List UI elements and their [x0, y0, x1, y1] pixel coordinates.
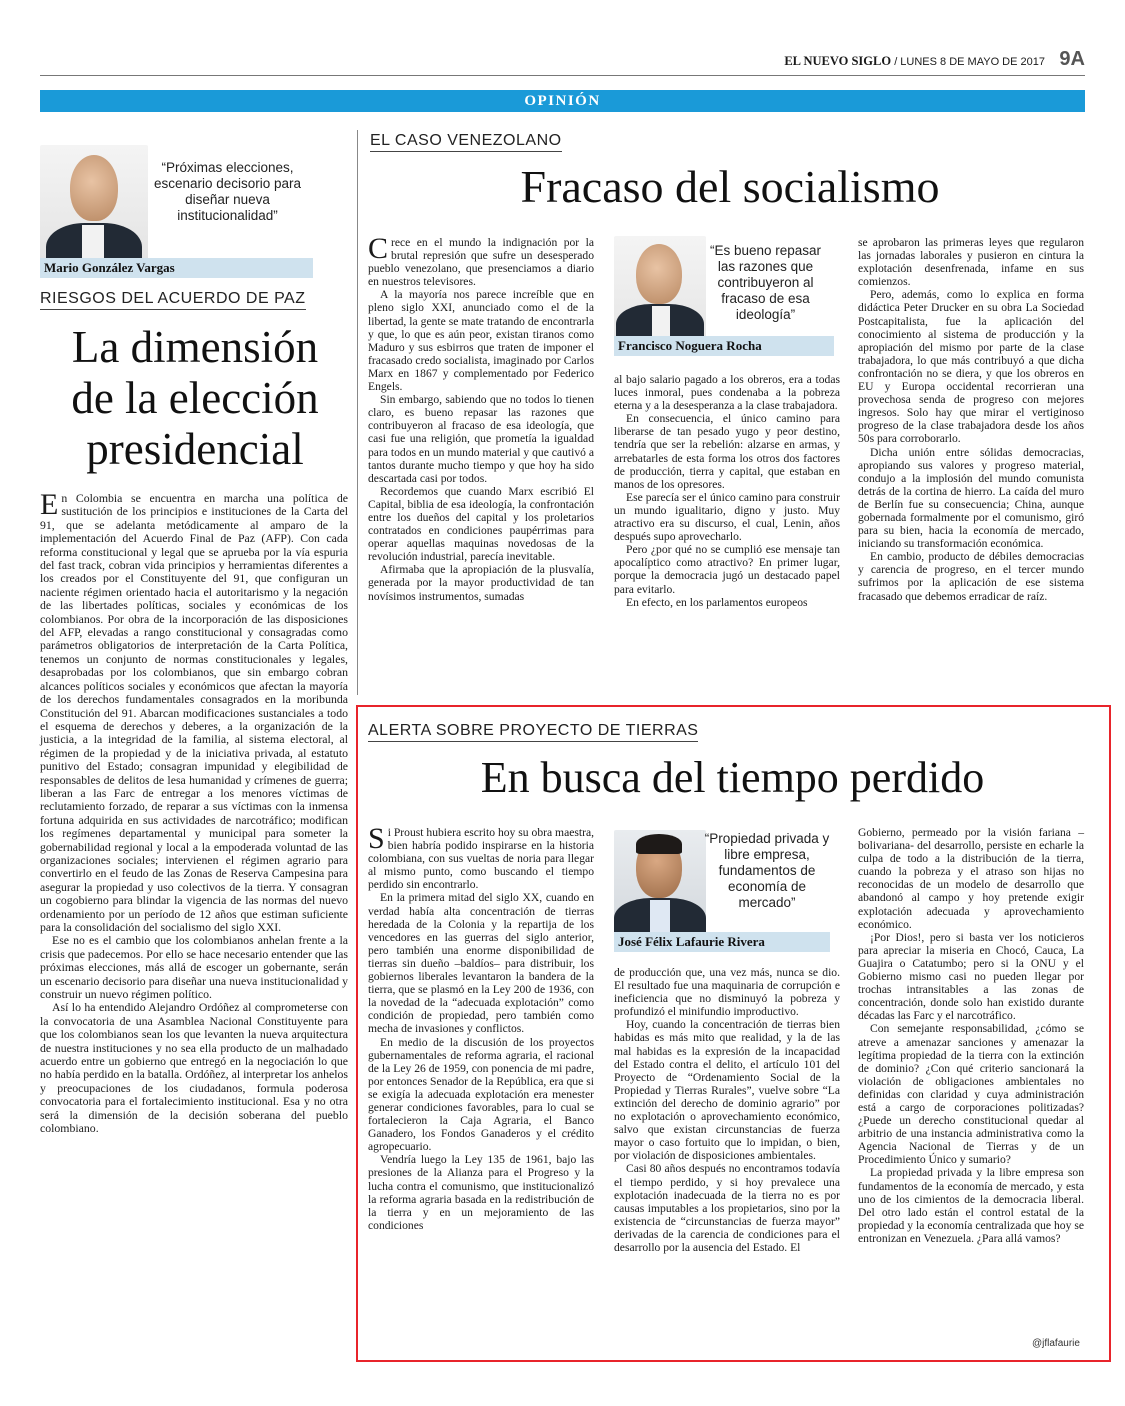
article-bottom-col-1 — [368, 822, 594, 1232]
article-top-paragraph: Pero, además, como lo explica en forma didáctica Peter Drucker en su obra La Sociedad Postcapitalista, fue la aplicación del conocimiento al sistema de producción y la apropiación del mismo por parte de la clase trabajadora, lo que más contribuyó a que dicha confrontación no se diera, y que los obreros en EU y Europa occidental recorrieran una provechosa senda de progreso con mejores ingresos. Solo hay que mirar el vertiginoso progreso de la clase trabajadora desde los años 50s para corroborarlo. — [858, 288, 1084, 446]
author-photo-gonzalez — [40, 145, 148, 260]
article-top-paragraph: Dicha unión entre sólidas democracias, apropiando sus valores y progreso material, condujo a la implosión del mundo comunista detrás de la cortina de hierro. La caída del muro de Berlín fue su consecuencia; China, aunque gobernada formalmente por el comunismo, giró para su bien, hacia la economía de mercado, iniciando su transformación económica. — [858, 445, 1084, 551]
article-left-paragraph: Ese no es el cambio que los colombianos anhelan frente a la crisis que padecemos. Por ello se hace necesario entender que las próximas elecciones, más allá de escoger un gobernante, serán un escenario decisorio para diseñar una nueva institucionalidad y construir un nuevo régimen político. — [40, 933, 348, 1002]
dropcap-bottom: S — [368, 822, 385, 855]
pull-quote-bottom: “Propiedad privada y libre empresa, fundamentos de economía de mercado” — [704, 831, 830, 910]
headline-left — [40, 322, 350, 475]
article-top-col-3 — [858, 236, 1084, 603]
column-divider — [357, 130, 358, 695]
author-photo-noguera — [614, 236, 706, 338]
article-bottom-paragraph: Casi 80 años después no encontramos todavía el tiempo perdido, y si hoy prevalece una explotación inadecuada de la tierra no es por causas imputables a los propietarios, sino por la existencia de “circunstancias de fuerza mayor” derivadas de la carencia de condiciones para el desarrollo por la ausencia del Estado. El — [614, 1162, 840, 1254]
article-top-paragraph: Afirmaba que la apropiación de la plusvalía, generada por la mayor productividad de tan novísimos instrumentos, sumadas — [368, 563, 594, 603]
author-photo-lafaurie — [614, 830, 706, 935]
article-top-paragraph: al bajo salario pagado a los obreros, era a todas luces inmoral, pues condenaba a la pobreza eterna y a la desesperanza a la clase trabajadora. — [614, 373, 840, 413]
kicker-left — [40, 290, 306, 310]
article-top-paragraph: En cambio, producto de débiles democracias y carencia de progreso, en el tercer mundo sufrimos por la aplicación de ese sistema fracasado que debemos erradicar de raíz. — [858, 550, 1084, 603]
dropcap-top: C — [368, 232, 389, 265]
article-bottom-paragraph: En la primera mitad del siglo XX, cuando en verdad había alta concentración de tierras heredada de la Colonia y la repartija de los vencedores en las guerras del siglo anterior, pero también una enorme disponibilidad de tierras sin dueño –baldíos– para distribuir, los gobiernos liberales levantaron la bandera de la tierra, que se plasmó en la Ley 200 de 1936, con la novedad de la “adecuada explotación” como condición de propiedad, pero también como mecha de invasiones y conflictos. — [368, 891, 594, 1036]
byline-left: Mario González Vargas — [40, 258, 313, 278]
article-top-paragraph: En consecuencia, el único camino para liberarse de tan pesado yugo y peor destino, tendría que ser la rebelión: alzarse en armas, y arrebatarles de esta forma los otros dos factores de producción, tierra y capital, que estaban en manos de los opresores. — [614, 412, 840, 491]
kicker-bottom-text: ALERTA SOBRE PROYECTO DE TIERRAS — [368, 722, 698, 742]
headline-left-line-1: La dimensión — [71, 322, 319, 372]
newspaper-name: EL NUEVO SIGLO — [784, 54, 892, 68]
kicker-bottom — [368, 722, 698, 742]
article-bottom-col-3 — [858, 826, 1084, 1245]
article-bottom-paragraph: ¡Por Dios!, pero si basta ver los noticieros para apreciar la miseria en Chocó, Cauca, La Guajira o Catatumbo; pero si la ONU y el Gobierno mismo casi no pueden llegar por trochas intransitables a las zonas de concentración, donde solo han existido durante décadas las Farc y el narcotráfico. — [858, 930, 1084, 1023]
kicker-top-text: EL CASO VENEZOLANO — [370, 132, 562, 152]
article-top-paragraph: Pero ¿por qué no se cumplió ese mensaje tan apocalíptico como atractivo? En primer lugar, porque la democracia jugó un destacado papel para evitarlo. — [614, 543, 840, 596]
masthead-info — [784, 54, 1045, 69]
article-bottom-paragraph: de producción que, una vez más, nunca se dio. El resultado fue una maquinaria de corrupción e ineficiencia que no disminuyó la pobreza y profundizó el minifundio improductivo. — [614, 966, 840, 1019]
byline-top: Francisco Noguera Rocha — [614, 336, 834, 356]
article-left-paragraph: En Colombia se encuentra en marcha una política de sustitución de los principios e instituciones de la Carta del 91, que se adelanta metódicamente al amparo de la implementación del Acuerdo Final de Paz (AFP). Con cada reforma constitucional y legal que se aprueba por la vía espuria del fast track, cobran vida principios y herramientas diferentes a los creados por el Constituyente del 91, que configuran un naciente régimen orientado hacia el autoritarismo y la negación de las libertades políticas, sociales y económicas de los colombianos. Por obra de la incorporación de las disposiciones del AFP, elevadas a rango constitucional y consagradas como parámetros obligatorios de interpretación de la Carta Política, tenemos un conjunto de normas constitucionales y legales, desaprobadas por los colombianos, que sin embargo cobran alcances políticos sociales y económicos que afectan la mayoría de los derechos fundamentales consagrados en la moribunda Constitución del 91. Abarcan modificaciones sustanciales a todo el esquema de derechos y deberes, a la organización de la justicia, a la integridad de la familia, al sistema electoral, al régimen de la propiedad y de la iniciativa privada, al estatuto punitivo del Estado; consagran impunidad y elegibilidad de responsables de delitos de lesa humanidad y crímenes de guerra; liberan a las Farc de entregar a los menores víctimas de reclutamiento forzado, de reparar a sus víctimas con la inmensa fortuna adquirida en sus actividades de narcotráfico; modifican los regímenes departamental y municipal para someter la gobernabilidad regional y local a la empoderada voluntad de las organizaciones sociales; intervienen el régimen agrario para convertirlo en el feudo de las Zonas de Reserva Campesina para asegurar la propiedad y uso colectivos de la tierra. Y consagran un cogobierno para blindar la vigencia de las normas del nuevo ordenamiento por un período de 12 años que estiman suficiente para la consolidación del socialismo del siglo XXI. — [40, 488, 348, 934]
issue-date: / LUNES 8 DE MAYO DE 2017 — [894, 56, 1045, 68]
article-top-paragraph: Ese parecía ser el único camino para construir un mundo igualitario, digno y justo. Muy atractivo era su discurso, el cual, Lenin, años después supo aprovecharlo. — [614, 490, 840, 544]
byline-bottom: José Félix Lafaurie Rivera — [614, 932, 830, 952]
article-top-col-1 — [368, 232, 594, 603]
article-bottom-paragraph: Con semejante responsabilidad, ¿cómo se atreve a amenazar sanciones y amenazar la legítima propiedad de la tierra con la extinción de dominio? ¿Con qué criterio sancionará la violación de obligaciones ambientales no definidas con claridad y cuya administración está a cargo de corporaciones politizadas? ¿Puede un derecho constitucional quedar al arbitrio de una instancia administrativa como la Agencia Nacional de Tierras y de un Procedimiento Único y sumario? — [858, 1022, 1084, 1167]
article-bottom-paragraph: En medio de la discusión de los proyectos gubernamentales de reforma agraria, el racional de la Ley 26 de 1959, con ponencia de mi padre, por entonces Senador de la República, era que si se exigía la adecuada explotación era menester generar condiciones favorables, para lo cual se fortalecieron la Caja Agraria, el Banco Ganadero, los Fondos Ganaderos y el crédito agropecuario. — [368, 1035, 594, 1154]
masthead — [40, 48, 1085, 76]
pull-quote-top: “Es bueno repasar las razones que contribuyeron al fracaso de esa ideología” — [709, 243, 822, 322]
article-top-paragraph: Sin embargo, sabiendo que no todos lo tienen claro, es bueno repasar las razones que contribuyeron al fracaso de esa ideología, que casi fue una religión, que prometía la igualdad para todos en un mundo material y que cautivó a tantos durante mucho tiempo y que hoy ha sido descartada casi por todos. — [368, 393, 594, 485]
article-bottom-paragraph: Si Proust hubiera escrito hoy su obra maestra, bien habría podido inspirarse en la historia colombiana, con sus vueltas de noria para llegar al mismo punto, como buscando el tiempo perdido sin encontrarlo. — [368, 822, 594, 892]
article-top-paragraph: se aprobaron las primeras leyes que regularon las jornadas laborales y pusieron en cintura la explotación desenfrenada, infame en sus comienzos. — [858, 236, 1084, 289]
article-top-paragraph: Crece en el mundo la indignación por la brutal represión que sufre un desesperado pueblo venezolano, que presenciamos a diario en nuestros televisores. — [368, 232, 594, 289]
article-top-col-2 — [614, 373, 840, 609]
article-bottom-paragraph: Vendría luego la Ley 135 de 1961, bajo las presiones de la Alianza para el Progreso y la lucha contra el comunismo, que institucionalizó la reforma agraria basada en la redistribución de la tierra y en un mejoramiento de las condiciones — [368, 1153, 594, 1232]
article-left-body — [40, 488, 348, 1136]
headline-left-line-3: presidencial — [86, 424, 304, 474]
article-bottom-col-2 — [614, 966, 840, 1254]
kicker-left-text: RIESGOS DEL ACUERDO DE PAZ — [40, 290, 306, 310]
dropcap-left: E — [40, 488, 59, 521]
headline-top: Fracaso del socialismo — [520, 161, 940, 212]
article-top-paragraph: A la mayoría nos parece increíble que en pleno siglo XXI, anunciado como el de la libertad, la gente se mate tratando de encontrarla y que, lo que es aún peor, existan tiranos como Maduro y sus esbirros que traten de imponer el fracasado credo socialista, imaginado por Carlos Marx en 1867 y complementado por Federico Engels. — [368, 288, 594, 394]
headline-left-line-2: de la elección — [71, 373, 319, 423]
article-left-paragraph: Así lo ha entendido Alejandro Ordóñez al comprometerse con la convocatoria de una Asamblea Nacional Constituyente para que los colombianos sean los que levanten la nueva arquitectura de nuestra instituciones y no sea ella producto de un malhadado acuerdo entre un gobierno que entregó en la negociación lo que no había perdido en la batalla. Ordóñez, al interpretar los anhelos y preocupaciones de los ciudadanos, formula poderosa convocatoria para el fortalecimiento institucional. Esa y no otra será la dimensión de la decisión soberana del pueblo colombiano. — [40, 1000, 348, 1136]
article-bottom-paragraph: Gobierno, permeado por la visión fariana –bolivariana- del desarrollo, persiste en echarle la culpa de todo a la distribución de la tierra, cuando la pobreza y el atraso son hijas no reconocidas de un modelo de desarrollo que abandonó al campo y hoy pretende exigir explotación adecuada y aprovechamiento económico. — [858, 826, 1084, 931]
section-bar — [40, 90, 1085, 112]
section-label: OPINIÓN — [524, 93, 601, 109]
author-handle: @jflafaurie — [1032, 1338, 1080, 1349]
pull-quote-left: “Próximas elecciones, escenario decisorio para diseñar nueva institucionalidad” — [153, 160, 302, 223]
article-bottom-paragraph: La propiedad privada y la libre empresa son fundamentos de la economía de mercado, y esta uno de los cimientos de la democracia liberal. Del otro lado están el control estatal de la propiedad y la economía centralizada que hoy se entronizan en Venezuela. ¿Para allá vamos? — [858, 1166, 1084, 1245]
headline-bottom: En busca del tiempo perdido — [480, 753, 985, 802]
kicker-top — [370, 132, 562, 152]
article-top-paragraph: En efecto, en los parlamentos europeos — [626, 595, 808, 609]
page-number: 9A — [1059, 48, 1085, 70]
article-bottom-paragraph: Hoy, cuando la concentración de tierras bien habidas es más mito que realidad, y la de las mal habidas es la expresión de la incapacidad del Estado contra el delito, el artículo 101 del Proyecto de “Ordenamiento Social de la Propiedad y Tierras Rurales”, vuelve sobre “La extinción del derecho de dominio agrario” por no explotación o aprovechamiento económico, salvo que existan circunstancias de fuerza mayor o caso fortuito que lo impidan, o bien, por violación de disposiciones ambientales. — [614, 1018, 840, 1163]
article-top-paragraph: Recordemos que cuando Marx escribió El Capital, biblia de esa ideología, la confrontación entre los dueños del capital y los proletarios contratados en condiciones paupérrimas para operar aquellas maquinas novedosas de la revolución industrial, parecía inevitable. — [368, 484, 594, 564]
